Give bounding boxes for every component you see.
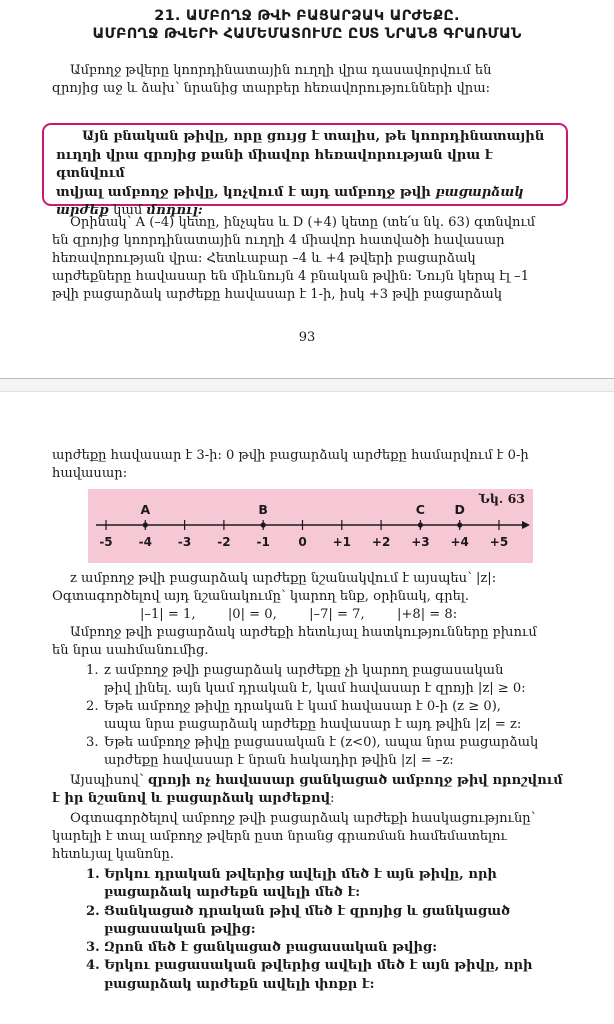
- continuation-line: արժեքը հավասար է 3-ի: 0 թվի բացարձակ արժեքը համարվում է 0-ի: [52, 448, 529, 463]
- page-number: 93: [298, 330, 316, 345]
- item-line: ապա նրա բացարձակ արժեքը հավասար է այդ թվին |z| = z:: [104, 717, 522, 732]
- item-number: 3.: [86, 940, 100, 956]
- tick-label: -4: [138, 535, 152, 549]
- properties-intro: [52, 624, 569, 660]
- item-line: բացարձակ արժեքն ավելի մեծ է:: [104, 885, 361, 901]
- list-item: [86, 957, 570, 994]
- properties-intro-line: են նրա սահմանումից.: [52, 643, 209, 658]
- example-line: արժեքները հավասար են միևնույն 4 բնական թվին: Նույն կերպ էլ –1: [52, 269, 530, 284]
- list-item: [86, 866, 570, 903]
- page-separator: [0, 378, 614, 392]
- tick-label: +3: [411, 535, 430, 549]
- term-value: արժեք: [56, 203, 109, 218]
- intro-line: զրոյից աջ և ձախ՝ նրանից տարբեր հեռավորությունների վրա:: [52, 81, 491, 96]
- point-label: D: [454, 502, 465, 517]
- section-title-line2: ԱՄԲՈՂՋ ԹՎԵՐԻ ՀԱՄԵՄԱՏՈՒՄԸ ԸՍՏ ՆՐԱՆՑ ԳՐԱՌՄԱՆ: [92, 26, 522, 42]
- notation-line: Օգտագործելով այդ նշանակումը՝ կարող ենք, օրինակ, գրել.: [52, 589, 470, 604]
- notation-line: z ամբողջ թվի բացարձակ արժեքը նշանակվում է այսպես՝ |z|:: [70, 571, 497, 586]
- section-title-line1: 21. ԱՄԲՈՂՋ ԹՎԻ ԲԱՑԱՐՁԱԿ ԱՐԺԵՔԸ.: [154, 8, 460, 24]
- item-number: 1.: [86, 867, 100, 882]
- tick-label: +5: [489, 535, 509, 549]
- point-dot: [418, 522, 423, 527]
- signed-suffix: :: [330, 791, 335, 806]
- item-line: բացարձակ արժեքն ավելի փոքր է:: [104, 976, 375, 992]
- signed-line: [52, 790, 569, 808]
- tick-label: -5: [99, 535, 113, 549]
- example-line: հեռավորության վրա: Հետևաբար –4 և +4 թվերի բացարձակ: [52, 251, 476, 266]
- tick-label: -3: [177, 535, 192, 549]
- notation-example: |+8| = 8:: [396, 607, 458, 622]
- tick-label: 0: [298, 535, 307, 549]
- tick-label: -1: [256, 535, 270, 549]
- item-line: Երկու բացասական թվերից ավելի մեծ է այն թիվը, որի: [104, 958, 533, 974]
- definition-line: [56, 184, 560, 203]
- signed-prefix: Այսպիսով՝: [70, 773, 148, 788]
- notation-example: |–1| = 1,: [140, 607, 196, 622]
- comparison-intro-line: կարելի է տալ ամբողջ թվերն ըստ նրանց գրառման համեմատելու: [52, 829, 507, 844]
- item-line: արժեքը հավասար է նրան հակադիր թվին |z| = –z:: [104, 753, 454, 768]
- tick-label: -2: [217, 535, 231, 549]
- example-paragraph: [52, 214, 569, 304]
- item-number: 1.: [86, 663, 99, 678]
- figure-label: Նկ. 63: [478, 491, 525, 506]
- term-or: կամ: [108, 203, 147, 218]
- point-dot: [143, 522, 148, 527]
- item-line: Եթե ամբողջ թիվը դրական է կամ հավասար է 0-ի (z ≥ 0),: [104, 699, 501, 714]
- definition-text: [56, 128, 560, 221]
- example-line: Օրինակ՝ A (–4) կետը, ինչպես և D (+4) կետը (տե՛ս նկ. 63) գտնվում: [70, 215, 536, 230]
- number-line: [88, 489, 533, 563]
- point-label: B: [258, 502, 268, 517]
- item-line: Երկու դրական թվերից ավելի մեծ է այն թիվը, որի: [104, 867, 497, 882]
- comparison-rules-list: [86, 866, 570, 994]
- number-line-figure: [88, 489, 533, 563]
- example-line: թվի բացարձակ արժեքը հավասար է 1-ի, իսկ +3 թվի բացարձակ: [52, 287, 503, 302]
- definition-line-text: տվյալ ամբողջ թիվը, կոչվում է այդ ամբողջ թվի: [56, 184, 431, 200]
- comparison-intro-line: հետևյալ կանոնը.: [52, 847, 174, 862]
- properties-list: [86, 662, 570, 770]
- item-line: թիվ լինել. այն կամ դրական է, կամ հավասար է զրոյի |z| ≥ 0:: [104, 681, 526, 696]
- point-dot: [261, 522, 266, 527]
- item-number: 2.: [86, 699, 99, 714]
- comparison-intro-line: Օգտագործելով ամբողջ թվի բացարձակ արժեքի հասկացությունը՝: [70, 811, 536, 826]
- example-line: են զրոյից կոորդինատային ուղղի 4 միավոր հատվածի հավասար: [52, 233, 505, 248]
- list-item: [86, 903, 570, 940]
- notation-paragraph: [52, 570, 569, 624]
- notation-example: |–7| = 7,: [309, 607, 365, 622]
- axis-arrow: [522, 521, 530, 529]
- list-item: [86, 939, 570, 957]
- item-number: 4.: [86, 958, 100, 974]
- item-line: բացասական թվից:: [104, 921, 256, 937]
- item-line: Զրոն մեծ է ցանկացած բացասական թվից:: [104, 940, 438, 956]
- point-dot: [457, 522, 462, 527]
- comparison-intro: [52, 810, 569, 864]
- properties-intro-line: Ամբողջ թվի բացարձակ արժեքի հետևյալ հատկությունները բխում: [70, 625, 537, 640]
- signed-paragraph: [52, 772, 569, 808]
- definition-line: Այն բնական թիվը, որը ցույց է տալիս, թե կոորդինատային: [82, 129, 545, 144]
- signed-line: [52, 772, 569, 790]
- continuation-paragraph: [52, 447, 569, 483]
- tick-label: +1: [332, 535, 352, 549]
- item-line: Եթե ամբողջ թիվը բացասական է (z<0), ապա նրա բացարձակ: [104, 735, 539, 750]
- list-item: [86, 734, 570, 770]
- signed-bold: է իր նշանով և բացարձակ արժեքով: [52, 791, 331, 806]
- point-label: C: [415, 502, 425, 517]
- item-number: 3.: [86, 735, 99, 750]
- term-modulus: մոդուլ:: [146, 203, 203, 218]
- notation-example: |0| = 0,: [227, 607, 277, 622]
- tick-label: +2: [371, 535, 391, 549]
- definition-line: ուղղի վրա զրոյից քանի միավոր հեռավորության վրա է գտնվում: [56, 147, 493, 181]
- page-93: [0, 0, 614, 378]
- tick-label: +4: [450, 535, 469, 549]
- intro-paragraph: [52, 62, 569, 98]
- intro-line: Ամբողջ թվերը կոորդինատային ուղղի վրա դասավորվում են: [70, 63, 492, 78]
- continuation-line: հավասար:: [52, 466, 128, 481]
- signed-bold: զրոյի ոչ հավասար ցանկացած ամբողջ թիվ որոշվում: [147, 773, 563, 788]
- item-line: z ամբողջ թվի բացարձակ արժեքը չի կարող բացասական: [104, 663, 504, 678]
- list-item: [86, 662, 570, 698]
- item-number: 2.: [86, 903, 100, 919]
- item-line: Ցանկացած դրական թիվ մեծ է զրոյից և ցանկացած: [104, 903, 511, 919]
- notation-examples: [52, 606, 569, 624]
- point-label: A: [140, 502, 151, 517]
- term-absolute: բացարձակ: [435, 184, 524, 200]
- list-item: [86, 698, 570, 734]
